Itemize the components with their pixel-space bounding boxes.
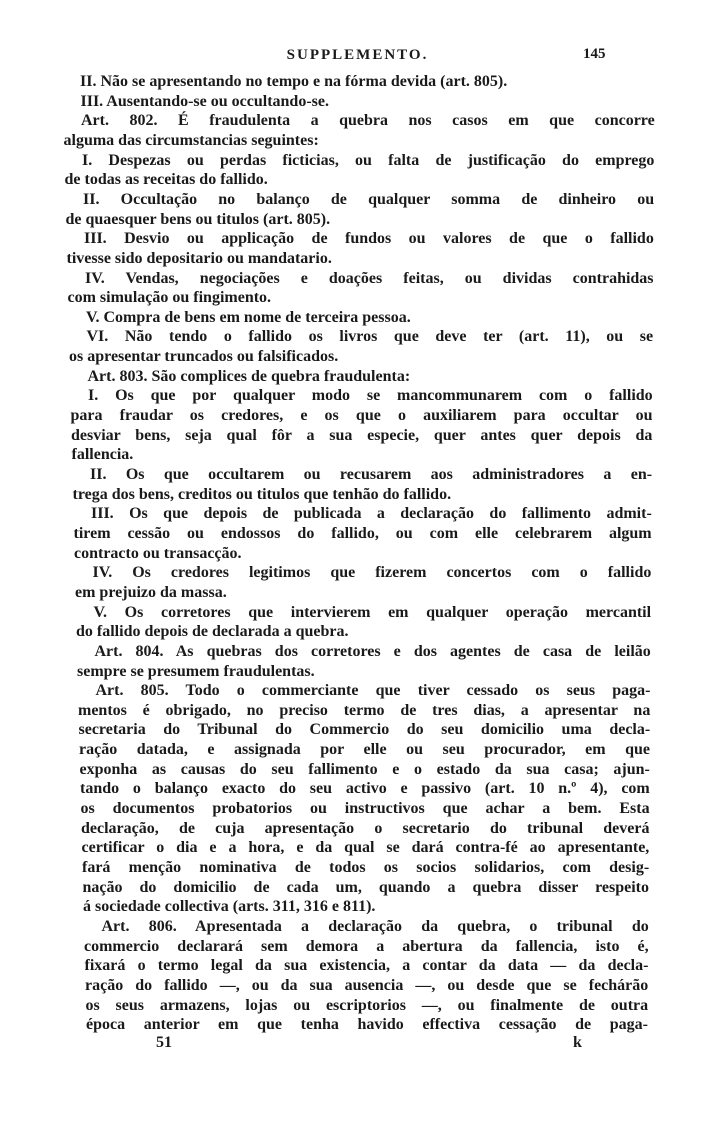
text-line: ração datada, e assignada por elle ou seu procurador, em que: [79, 741, 651, 759]
text-line: os seus armazens, lojas ou escriptorios —, ou finalmente de outra: [85, 996, 649, 1014]
text-line: V. Compra de bens em nome de terceira pessoa.: [86, 308, 411, 326]
text-line: em prejuizo da massa.: [75, 583, 227, 601]
text-line: Art. 803. São complices de quebra fraudulenta:: [87, 367, 411, 385]
text-line: desviar bens, seja qual fôr a sua especie, quer antes quer depois da: [71, 426, 653, 444]
text-line: IV. Vendas, negociações e doações feitas, ou dividas contrahidas: [85, 269, 654, 287]
text-line: tirem cessão ou endossos do fallido, ou com elle celebrarem algum: [73, 524, 652, 542]
text-line: trega dos bens, creditos ou titulos que tenhão do fallido.: [72, 485, 452, 503]
text-line: com simulação ou fingimento.: [67, 289, 272, 307]
text-line: mentos é obrigado, no preciso termo de tres dias, a apresentar na: [78, 701, 651, 719]
page-number: 145: [583, 46, 606, 62]
text-line: III. Ausentando-se ou occultando-se.: [80, 92, 329, 110]
text-line: fará menção nominativa de todos os socios solidarios, com desig-: [82, 859, 650, 876]
text-line: os apresentar truncados ou falsificados.: [69, 348, 339, 366]
text-line: tando o balanço exacto do seu activo e passivo (art. 10 n.º 4), com: [80, 780, 650, 798]
text-line: III. Desvio ou applicação de fundos ou valores de que o fallido: [84, 230, 654, 248]
text-line: II. Os que occultarem ou recusarem aos administradores a en-: [90, 466, 653, 483]
text-line: para fraudar os credores, e os que o auxiliarem para occultar ou: [70, 407, 653, 425]
signature-mark: 51: [156, 1034, 172, 1051]
text-line: Art. 804. As quebras dos corretores e dos agentes de casa de leilão: [94, 642, 651, 660]
text-line: os documentos probatorios ou instructivos que achar a bem. Esta: [80, 800, 650, 818]
text-line: sempre se presumem fraudulentas.: [77, 662, 315, 680]
text-line: á sociedade collectiva (arts. 311, 316 e 811).: [83, 898, 376, 916]
text-line: Art. 806. Apresentada a declaração da quebra, o tribunal do: [101, 917, 649, 935]
text-line: certificar o dia e a hora, e da qual se dará contra-fé ao apresentante,: [81, 839, 650, 857]
text-line: época anterior em que tenha havido effectiva cessação de paga-: [86, 1016, 648, 1034]
text-line: fallencia.: [71, 446, 134, 464]
text-line: I. Despezas ou perdas ficticias, ou falta de justificação do emprego: [82, 151, 655, 169]
text-line: tivesse sido depositario ou mandatario.: [66, 249, 332, 267]
text-line: ração do fallido —, ou da sua ausencia —, ou desde que se fechárão: [85, 976, 649, 994]
text-line: VI. Não tendo o fallido os livros que deve ter (art. 11), ou se: [86, 328, 654, 346]
text-line: do fallido depois de declarada a quebra.: [76, 623, 349, 641]
text-line: II. Não se apresentando no tempo e na fórma devida (art. 805).: [80, 73, 508, 90]
text-line: declaração, de cuja apresentação o secretario do tribunal deverá: [81, 819, 650, 837]
text-line: de quaesquer bens ou titulos (art. 805).: [65, 210, 331, 228]
text-line: III. Os que depois de publicada a declaração do fallimento admit-: [91, 505, 652, 523]
text-line: exponha as causas do seu fallimento e o estado da sua casa; ajun-: [79, 760, 650, 778]
text-line: contracto ou transacção.: [74, 544, 242, 562]
text-line: nação do domicilio de cada um, quando a quebra disser respeito: [82, 878, 650, 896]
text-line: Art. 802. É fraudulenta a quebra nos casos em que concorre: [81, 112, 655, 130]
text-line: commercio declarará sem demora a abertura da fallencia, isto é,: [84, 937, 649, 955]
text-line: de todas as receitas do fallido.: [64, 171, 268, 189]
running-header: SUPPLEMENTO.: [286, 47, 429, 63]
text-line: fixará o termo legal da sua existencia, a contar da data — da decla-: [84, 957, 649, 975]
text-line: I. Os que por qualquer modo se mancommunarem com o fallido: [88, 387, 653, 405]
text-line: Art. 805. Todo o commerciante que tiver cessado os seus paga-: [95, 682, 651, 700]
text-line: II. Occultação no balanço de qualquer somma de dinheiro ou: [83, 190, 655, 208]
text-line: V. Os corretores que intervierem em qualquer operação mercantil: [93, 603, 652, 621]
text-line: alguma das circumstancias seguintes:: [63, 131, 319, 149]
footer-mark: k: [573, 1034, 582, 1051]
text-line: secretaria do Tribunal do Commercio do seu domicilio uma decla-: [78, 721, 651, 739]
text-line: IV. Os credores legitimos que fizerem concertos com o fallido: [92, 564, 652, 582]
